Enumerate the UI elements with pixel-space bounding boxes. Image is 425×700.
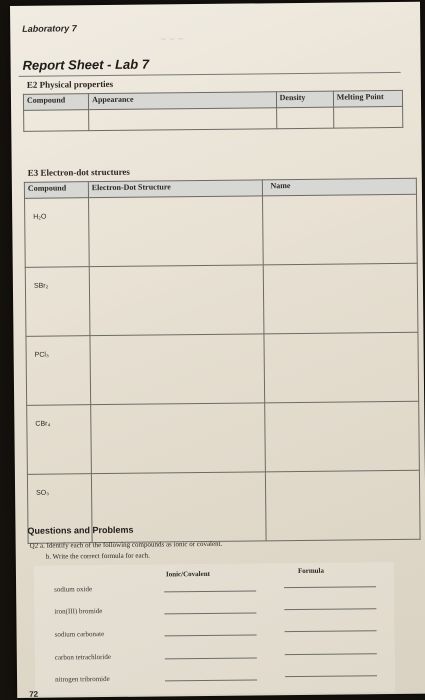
item-label: iron(III) bromide — [54, 607, 103, 616]
ionic-answer-line[interactable] — [165, 634, 257, 636]
answer-table — [34, 562, 395, 696]
question-2a: Q2 a. Identify each of the following compounds as ionic or covalent. — [29, 539, 223, 550]
item-label: sodium carbonate — [54, 630, 105, 639]
ionic-answer-line[interactable] — [165, 657, 257, 659]
ionic-answer-line[interactable] — [164, 612, 256, 614]
table-cell[interactable] — [24, 110, 89, 132]
name-cell[interactable] — [264, 401, 419, 472]
table-cell[interactable] — [333, 106, 402, 128]
compound-cell: SBr₂ — [25, 267, 90, 337]
page-number: 72 — [29, 689, 39, 699]
col-melting-point: Melting Point — [333, 90, 402, 107]
col-ionic-covalent: Ionic/Covalent — [165, 569, 210, 579]
title-divider — [19, 72, 401, 77]
table-row — [26, 332, 419, 405]
structure-cell[interactable] — [91, 403, 265, 474]
table-row — [25, 194, 418, 267]
name-cell[interactable] — [265, 470, 420, 541]
electron-dot-table — [24, 178, 421, 544]
col-formula: Formula — [297, 566, 325, 576]
formula-answer-line[interactable] — [285, 675, 377, 677]
item-label: sodium oxide — [54, 585, 93, 594]
name-cell[interactable] — [263, 263, 418, 334]
col-density: Density — [276, 91, 333, 108]
ionic-answer-line[interactable] — [164, 590, 256, 592]
item-label: carbon tetrachloride — [54, 652, 112, 662]
compound-cell: H₂O — [25, 198, 90, 268]
formula-answer-line[interactable] — [285, 653, 377, 655]
ionic-answer-line[interactable] — [165, 679, 257, 681]
formula-answer-line[interactable] — [284, 608, 376, 610]
col-name: Name — [262, 178, 417, 196]
item-label: nitrogen tribromide — [55, 674, 110, 684]
col-electron-dot-structure: Electron-Dot Structure — [88, 180, 262, 198]
table-cell[interactable] — [89, 108, 277, 131]
formula-answer-line[interactable] — [284, 586, 376, 588]
report-sheet — [10, 2, 425, 698]
name-cell[interactable] — [263, 332, 418, 403]
col-appearance: Appearance — [89, 92, 277, 110]
bleed-through-text: ~ ~ ~ — [160, 34, 184, 46]
col-compound: Compound — [24, 182, 88, 199]
col-compound: Compound — [23, 94, 88, 111]
questions-title: Questions and Problems — [27, 524, 134, 536]
compound-cell: SO₃ — [27, 474, 92, 544]
formula-answer-line[interactable] — [285, 630, 377, 632]
section-e3-label: E3 Electron-dot structures — [27, 166, 130, 178]
table-row — [27, 401, 420, 474]
name-cell[interactable] — [262, 194, 417, 265]
structure-cell[interactable] — [89, 265, 263, 336]
structure-cell[interactable] — [88, 196, 262, 267]
compound-cell: CBr₄ — [27, 405, 92, 475]
table-cell[interactable] — [276, 107, 333, 129]
lab-label: Laboratory 7 — [22, 23, 77, 34]
section-e2-label: E2 Physical properties — [26, 78, 114, 90]
physical-properties-table — [23, 90, 403, 132]
question-2b: b. Write the correct formula for each. — [45, 551, 150, 561]
page-title: Report Sheet - Lab 7 — [22, 56, 150, 73]
compound-cell: PCl₃ — [26, 336, 91, 406]
table-row — [25, 263, 418, 336]
structure-cell[interactable] — [90, 334, 264, 405]
